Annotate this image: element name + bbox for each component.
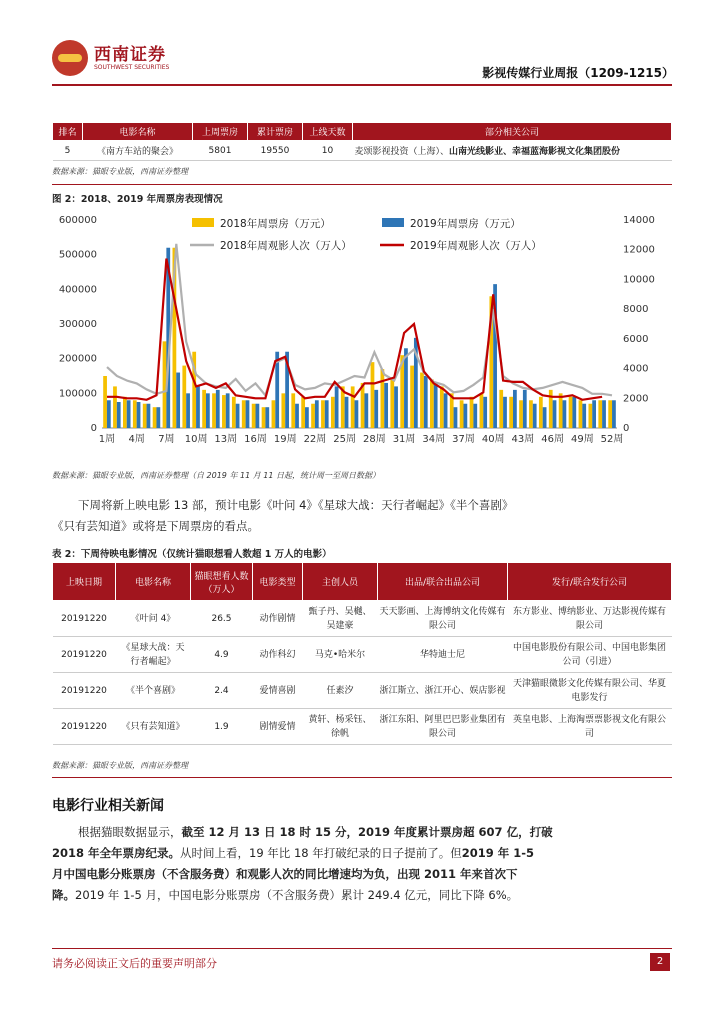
news-line: 月中国电影分账票房（不含服务费）和观影人次的同比增速均为负，出现 2011 年来首次下 — [52, 867, 518, 881]
x-tick-label: 40周 — [481, 434, 505, 445]
th-date: 上映日期 — [53, 563, 116, 601]
companies-bold: 山南光线影业、幸福蓝海影视文化集团股份 — [449, 147, 621, 157]
bar-2019 — [483, 397, 487, 428]
bar-2018 — [380, 369, 384, 428]
th-name: 电影名称 — [83, 123, 193, 141]
logo-en: SOUTHWEST SECURITIES — [94, 64, 170, 71]
bar-2019 — [335, 386, 339, 428]
bar-2019 — [147, 404, 151, 428]
table2-caption: 表 2：下周待映电影情况（仅统计猫眼想看人数超 1 万人的电影） — [52, 549, 332, 560]
table-row — [53, 673, 672, 709]
bar-2019 — [305, 407, 309, 428]
news-text: 2019 年 1-5 月，中国电影分账票房（不含服务费）累计 249.4 亿元，同比下降 6%。 — [75, 888, 519, 902]
x-tick-label: 28周 — [362, 434, 386, 445]
logo-cn: 西南证券 — [94, 45, 166, 65]
x-tick-label: 49周 — [570, 434, 594, 445]
cell-name: 《星球大战：天行者崛起》 — [116, 637, 191, 673]
cell-distributor: 英皇电影、上海淘票票影视文化有限公司 — [508, 709, 672, 745]
right-tick-label: 2000 — [623, 393, 649, 405]
divider — [52, 184, 672, 185]
th-distributor: 发行/联合发行公司 — [508, 563, 672, 601]
bar-2019 — [563, 400, 567, 428]
bar-2018 — [321, 400, 325, 428]
bar-2019 — [315, 400, 319, 428]
bar-2018 — [559, 393, 563, 428]
bar-2018 — [579, 400, 583, 428]
bar-2019 — [572, 397, 576, 428]
bar-2018 — [608, 400, 612, 428]
bar-2018 — [222, 395, 226, 428]
bar-2019 — [117, 402, 121, 428]
right-tick-label: 6000 — [623, 333, 649, 345]
table-header-row — [53, 123, 672, 141]
cell-distributor: 中国电影股份有限公司、中国电影集团公司（引进） — [508, 637, 672, 673]
bar-2019 — [196, 386, 200, 428]
report-title: 影视传媒行业周报（1209-1215） — [482, 66, 674, 80]
bar-2019 — [107, 400, 111, 428]
cell-date: 20191220 — [53, 601, 116, 637]
x-tick-label: 25周 — [333, 434, 357, 445]
x-tick-label: 43周 — [511, 434, 535, 445]
bar-2018 — [499, 390, 503, 428]
bar-2018 — [598, 400, 602, 428]
bar-2019 — [582, 404, 586, 428]
bar-2018 — [460, 400, 464, 428]
bar-2018 — [113, 386, 117, 428]
bar-2019 — [404, 348, 408, 428]
cell-crew: 任素汐 — [303, 673, 378, 709]
figure2-caption: 图 2：2018、2019 年周票房表现情况 — [52, 194, 223, 205]
bar-2018 — [252, 404, 256, 428]
cell-crew: 甄子丹、吴樾、吴建豪 — [303, 601, 378, 637]
bar-2018 — [272, 400, 276, 428]
bar-2019 — [345, 397, 349, 428]
bar-2018 — [519, 400, 523, 428]
left-tick-label: 200000 — [58, 353, 97, 365]
bar-2019 — [226, 393, 230, 428]
bar-2018 — [311, 404, 315, 428]
bar-2018 — [470, 397, 474, 428]
news-section-title: 电影行业相关新闻 — [52, 798, 164, 814]
cell-genre: 动作剧情 — [253, 601, 303, 637]
th-want: 猫眼想看人数（万人） — [191, 563, 253, 601]
cell-crew: 马克•哈米尔 — [303, 637, 378, 673]
th-producer: 出品/联合出品公司 — [378, 563, 508, 601]
cell-rank: 5 — [53, 141, 83, 161]
news-line — [52, 885, 518, 906]
bar-2018 — [361, 383, 365, 428]
news-line — [78, 822, 553, 843]
legend-swatch — [382, 218, 404, 227]
bar-2019 — [176, 373, 180, 428]
left-tick-label: 600000 — [58, 215, 97, 226]
x-tick-label: 52周 — [600, 434, 624, 445]
bar-2019 — [424, 376, 428, 428]
bar-2019 — [364, 393, 368, 428]
bar-2018 — [123, 397, 127, 428]
x-tick-label: 46周 — [541, 434, 564, 445]
cell-weekly: 5801 — [193, 141, 248, 161]
bar-2019 — [454, 407, 458, 428]
cell-want: 26.5 — [191, 601, 253, 637]
cell-genre: 爱情喜剧 — [253, 673, 303, 709]
cell-producer: 华特迪士尼 — [378, 637, 508, 673]
th-companies: 部分相关公司 — [353, 123, 672, 141]
right-tick-label: 0 — [623, 423, 630, 434]
cell-distributor: 东方影业、博纳影业、万达影视传媒有限公司 — [508, 601, 672, 637]
th-genre: 电影类型 — [253, 563, 303, 601]
paragraph-line: 下周将新上映电影 13 部，预计电影《叶问 4》《星球大战：天行者崛起》《半个喜剧》 — [78, 498, 514, 512]
right-tick-label: 4000 — [623, 363, 649, 375]
th-rank: 排名 — [53, 123, 83, 141]
bar-2019 — [592, 400, 596, 428]
table-row — [53, 601, 672, 637]
x-tick-label: 13周 — [214, 434, 238, 445]
company-logo — [52, 38, 252, 82]
cell-genre: 剧情爱情 — [253, 709, 303, 745]
bar-2018 — [182, 366, 186, 428]
bar-2019 — [265, 407, 269, 428]
bar-2018 — [390, 379, 394, 428]
cell-distributor: 天津猫眼微影文化传媒有限公司、华夏电影发行 — [508, 673, 672, 709]
box-office-table — [52, 122, 672, 161]
table-row — [53, 637, 672, 673]
companies-plain: 麦颂影视投资（上海）、 — [354, 147, 450, 157]
cell-want: 4.9 — [191, 637, 253, 673]
table-row — [53, 141, 672, 161]
x-tick-label: 10周 — [184, 434, 208, 445]
x-tick-label: 16周 — [244, 434, 267, 445]
bar-2019 — [553, 400, 557, 428]
x-tick-label: 22周 — [303, 434, 327, 445]
bar-2019 — [473, 404, 477, 428]
cell-date: 20191220 — [53, 673, 116, 709]
bar-2018 — [133, 400, 137, 428]
cell-total: 19550 — [248, 141, 303, 161]
left-tick-label: 400000 — [58, 284, 97, 296]
news-line — [52, 843, 534, 864]
bar-2019 — [612, 400, 616, 428]
bar-2018 — [588, 404, 592, 428]
bar-2018 — [420, 373, 424, 428]
th-weekly: 上周票房 — [193, 123, 248, 141]
right-tick-label: 10000 — [623, 274, 655, 286]
footer-notice: 请务必阅读正文后的重要声明部分 — [52, 957, 217, 970]
cell-producer: 浙江斯立、浙江开心、娱店影视 — [378, 673, 508, 709]
bar-2019 — [503, 397, 507, 428]
x-tick-label: 31周 — [392, 434, 416, 445]
th-crew: 主创人员 — [303, 563, 378, 601]
figure2-source: 数据来源：猫眼专业版，西南证券整理（自 2019 年 11 月 11 日起，统计周一至周日数据） — [52, 471, 380, 480]
cell-genre: 动作科幻 — [253, 637, 303, 673]
bar-2018 — [301, 397, 305, 428]
bar-2019 — [374, 390, 378, 428]
bar-2019 — [137, 402, 141, 428]
cell-name: 《南方车站的聚会》 — [83, 141, 193, 161]
bar-2018 — [430, 379, 434, 428]
table-header-row — [53, 563, 672, 601]
right-tick-label: 8000 — [623, 304, 649, 316]
bar-2018 — [509, 397, 513, 428]
left-tick-label: 100000 — [58, 388, 97, 400]
bar-2019 — [246, 400, 250, 428]
th-total: 累计票房 — [248, 123, 303, 141]
cell-name: 《半个喜剧》 — [116, 673, 191, 709]
bar-2018 — [291, 393, 295, 428]
page-number: 2 — [650, 953, 670, 971]
bar-2019 — [355, 400, 359, 428]
cell-date: 20191220 — [53, 709, 116, 745]
paragraph-line: 《只有芸知道》或将是下周票房的看点。 — [52, 519, 259, 533]
x-tick-label: 37周 — [452, 434, 475, 445]
bar-2019 — [256, 404, 260, 428]
bar-2018 — [569, 397, 573, 428]
cell-days: 10 — [303, 141, 353, 161]
divider — [52, 777, 672, 778]
bar-2019 — [384, 383, 388, 428]
bar-2018 — [103, 376, 107, 428]
bar-2018 — [331, 397, 335, 428]
left-tick-label: 0 — [90, 423, 97, 434]
bar-2019 — [602, 400, 606, 428]
bar-2019 — [236, 404, 240, 428]
bar-2019 — [394, 386, 398, 428]
bar-2018 — [262, 407, 266, 428]
header-divider — [52, 84, 672, 86]
bar-2019 — [543, 407, 547, 428]
x-tick-label: 34周 — [422, 434, 446, 445]
legend-label: 2018年周观影人次（万人） — [220, 240, 352, 252]
x-tick-label: 19周 — [273, 434, 297, 445]
logo-mark-icon — [52, 40, 88, 76]
bar-2019 — [444, 393, 448, 428]
th-title: 电影名称 — [116, 563, 191, 601]
bar-2019 — [216, 390, 220, 428]
left-tick-label: 300000 — [58, 319, 97, 330]
legend-label: 2019年周票房（万元） — [410, 218, 521, 230]
legend-label: 2018年周票房（万元） — [220, 218, 331, 230]
news-text: 从时间上看，19 年比 18 年打破纪录的日子提前了。但 — [180, 846, 462, 860]
right-tick-label: 12000 — [623, 244, 655, 256]
news-text: 根据猫眼数据显示， — [78, 825, 182, 839]
legend-swatch — [192, 218, 214, 227]
news-bold: 降。 — [52, 888, 75, 902]
footer-divider — [52, 948, 672, 949]
cell-producer: 天天影画、上海博纳文化传媒有限公司 — [378, 601, 508, 637]
x-tick-label: 4周 — [128, 434, 145, 445]
bar-2019 — [513, 390, 517, 428]
bar-2018 — [440, 386, 444, 428]
bar-2019 — [325, 400, 329, 428]
bar-2019 — [295, 404, 299, 428]
cell-companies — [353, 141, 672, 161]
bar-2019 — [127, 400, 131, 428]
bar-2018 — [153, 407, 157, 428]
bar-2019 — [186, 393, 190, 428]
bar-2019 — [156, 407, 160, 428]
table1-source: 数据来源：猫眼专业版，西南证券整理 — [52, 167, 188, 176]
news-bold: 2018 年全年票房纪录。 — [52, 846, 181, 860]
th-days: 上线天数 — [303, 123, 353, 141]
bar-2018 — [480, 393, 484, 428]
bar-2018 — [232, 397, 236, 428]
x-tick-label: 7周 — [158, 434, 175, 445]
bar-2019 — [206, 393, 210, 428]
news-bold: 2019 年 1-5 — [461, 846, 535, 860]
bar-2019 — [523, 390, 527, 428]
bar-2018 — [351, 386, 355, 428]
left-tick-label: 500000 — [58, 249, 97, 261]
cell-want: 1.9 — [191, 709, 253, 745]
bar-2019 — [533, 404, 537, 428]
bar-2018 — [539, 397, 543, 428]
bar-2018 — [371, 362, 375, 428]
cell-crew: 黄轩、杨采钰、徐帆 — [303, 709, 378, 745]
cell-producer: 浙江东阳、阿里巴巴影业集团有限公司 — [378, 709, 508, 745]
cell-want: 2.4 — [191, 673, 253, 709]
x-tick-label: 1周 — [98, 434, 116, 445]
bar-2018 — [410, 366, 414, 428]
line-2019-viewers — [107, 259, 602, 400]
bar-2018 — [242, 400, 246, 428]
bar-2019 — [463, 404, 467, 428]
weekly-box-office-chart — [52, 206, 672, 462]
table-row — [53, 709, 672, 745]
bar-2019 — [434, 383, 438, 428]
right-tick-label: 14000 — [623, 215, 655, 226]
upcoming-movies-table — [52, 562, 672, 745]
cell-date: 20191220 — [53, 637, 116, 673]
cell-name: 《叶问 4》 — [116, 601, 191, 637]
bar-2018 — [202, 390, 206, 428]
bar-2018 — [143, 404, 147, 428]
table2-source: 数据来源：猫眼专业版，西南证券整理 — [52, 761, 188, 770]
cell-name: 《只有芸知道》 — [116, 709, 191, 745]
bar-2018 — [281, 393, 285, 428]
bar-2018 — [529, 400, 533, 428]
news-bold: 截至 12 月 13 日 18 时 15 分，2019 年度累计票房超 607 亿，打破 — [181, 825, 553, 839]
bar-2018 — [212, 393, 216, 428]
legend-label: 2019年周观影人次（万人） — [410, 240, 542, 252]
